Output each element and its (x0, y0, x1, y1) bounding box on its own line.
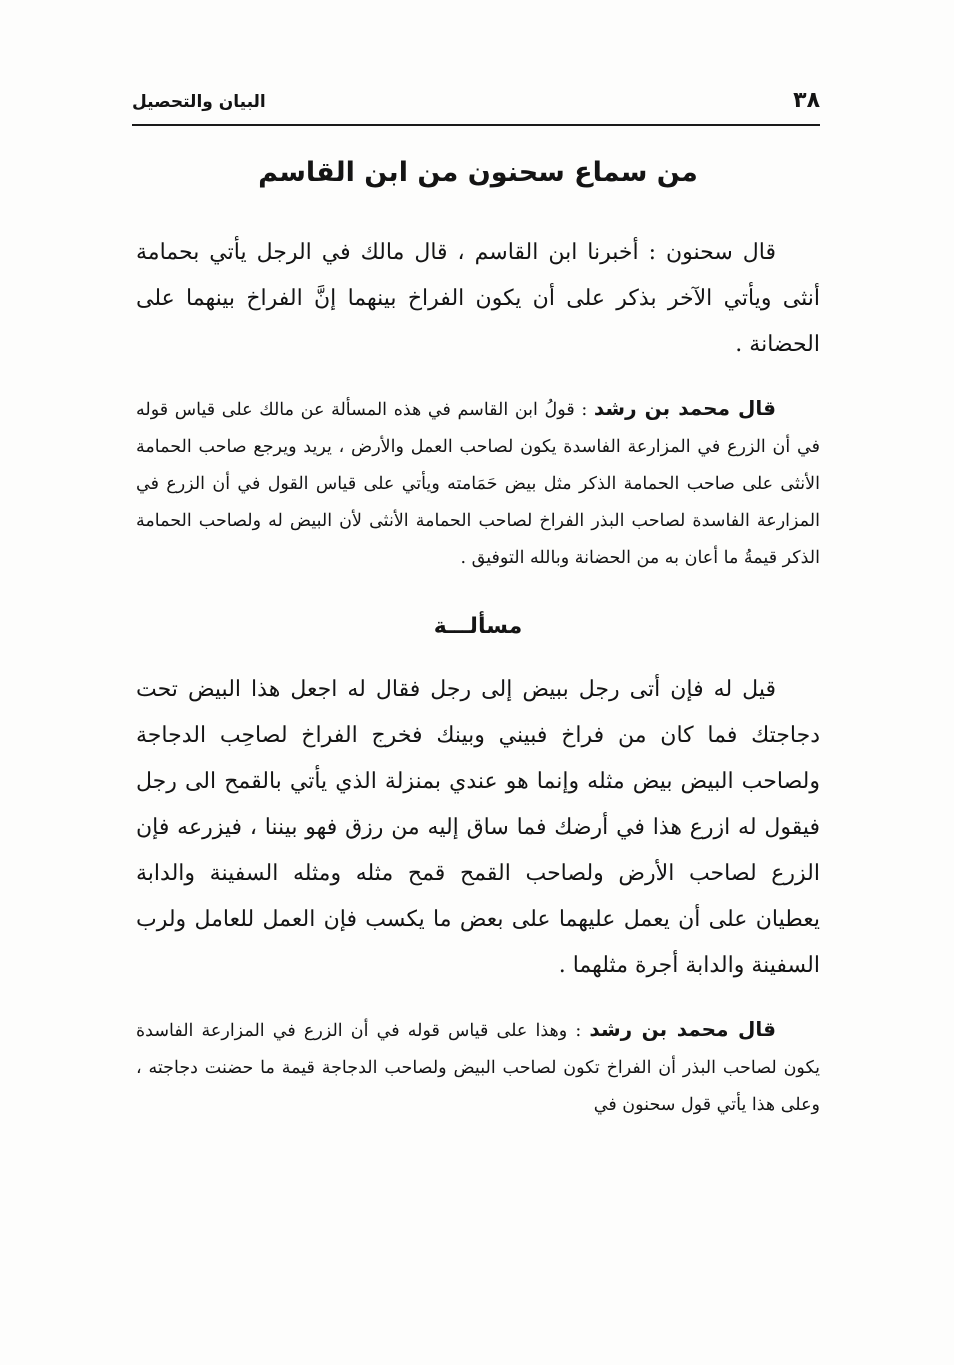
speaker-label: قال محمد بن رشد (593, 396, 776, 420)
page-header (132, 86, 820, 126)
paragraph-2-text: : قولُ ابن القاسم في هذه المسألة عن مالك على قياس قوله في أن الزرع في المزارعة الفاسدة يكون لصاحب العمل والأرض ، يريد ويرجع صاحب الحمامة الأنثى على صاحب الحمامة الذكر مثل بيض حَمَامته ويأتي على قياس القول في أن الزرع في المزارعة الفاسدة لصاحب البذر الفراخ لصاحب الحمامة الأنثى لأن البيض له ولصاحب الحمامة الذكر قيمةُ ما أعان به من الحضانة وبالله التوفيق . (136, 400, 820, 568)
page-body (136, 140, 820, 1146)
paragraph-2 (136, 390, 820, 577)
speaker-label: قال محمد بن رشد (589, 1017, 776, 1041)
paragraph-1 (136, 230, 820, 368)
paragraph-3-text: قيل له فإن أتى رجل ببيض إلى رجل فقال له اجعل هذا البيض تحت دجاجتك فما كان من فراخ فبيني وبينك فخرج الفراخ لصاحِب الدجاجة ولصاحب البيض بيض مثله وإنما هو عندي بمنزلة الذي يأتي بالقمح الى رجل فيقول له ازرع هذا في أرضك فما ساق إليه من رزق فهو بيننا ، فيزرعه فإن الزرع لصاحب الأرض ولصاحب القمح قمح مثله ومثله السفينة والدابة يعطيان على أن يعمل عليهما على بعض ما يكسب فإن العمل للعامل ولرب السفينة والدابة أجرة مثلهما . (136, 677, 820, 978)
header-rule (132, 124, 820, 126)
paragraph-1-text: قال سحنون : أخبرنا ابن القاسم ، قال مالك في الرجل يأتي بحمامة أنثى ويأتي الآخر بذكر على أن يكون الفراخ بينهما إنَّ الفراخ بينهما على الحضانة . (136, 240, 820, 357)
section-title: من سماع سحنون من ابن القاسم (258, 157, 698, 188)
paragraph-4 (136, 1011, 820, 1124)
paragraph-3 (136, 667, 820, 989)
page-number: ٣٨ (793, 88, 820, 113)
subheading-masala: مسألـــة (433, 614, 523, 639)
paragraph-4-text: : وهذا على قياس قوله في أن الزرع في المزارعة الفاسدة يكون لصاحب البذر أن الفراخ تكون لصاحب البيض ولصاحب الدجاجة قيمة ما حضنت دجاجته ، وعلى هذا يأتي قول سحنون في (136, 1021, 820, 1115)
running-title: البيان والتحصيل (132, 92, 266, 112)
